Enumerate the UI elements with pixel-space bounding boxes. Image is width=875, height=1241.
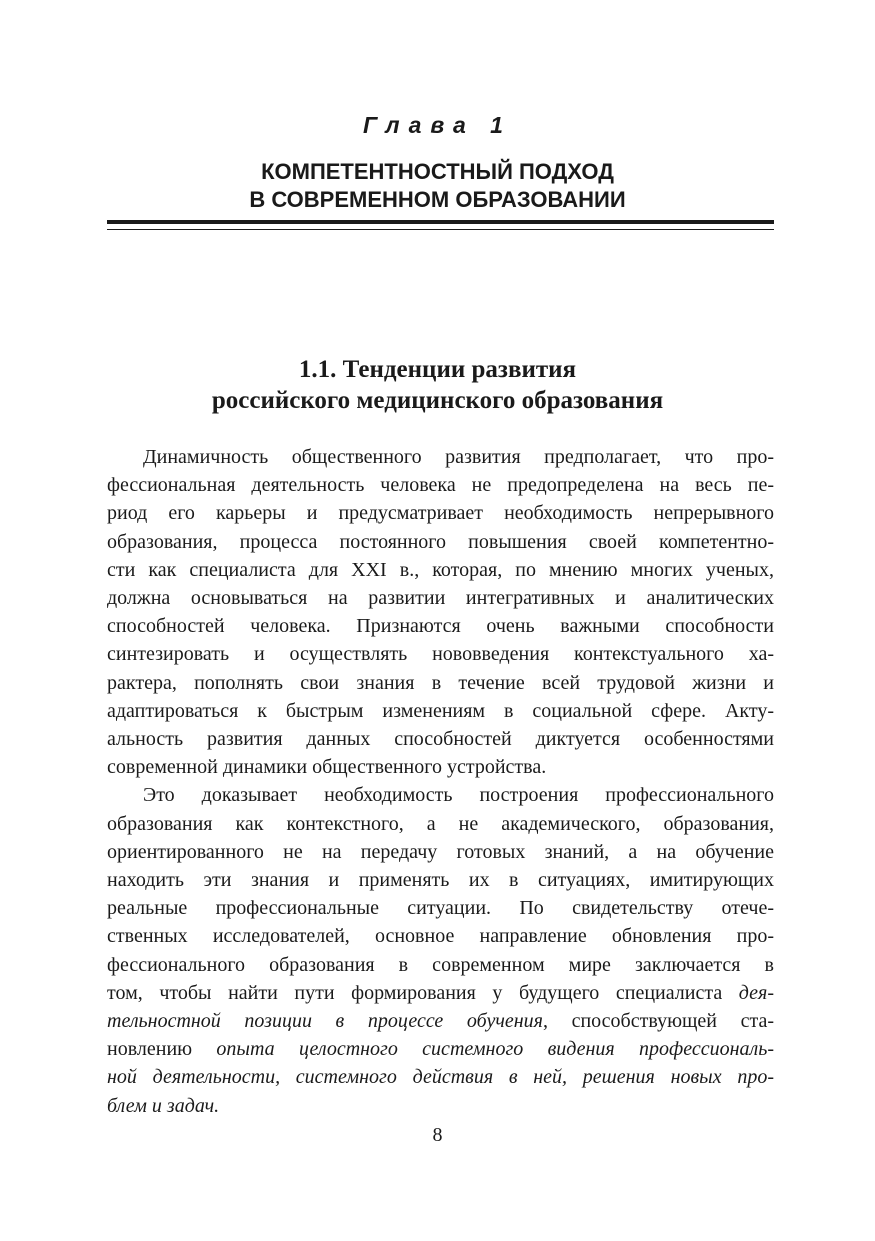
text-line: Это доказывает необходимость построения профессионального [143,784,774,807]
text-line: должна основываться на развитии интегративных и аналитических [107,587,774,610]
text-segment: новлению [107,1038,217,1061]
text-line: фессионального образования в современном мире заключается в [107,953,774,976]
body-text [107,443,774,1120]
chapter-rule-thin [107,229,774,230]
text-line: Динамичность общественного развития предполагает, что про- [143,446,774,468]
text-line [107,1007,774,1035]
text-line: ориентированного не на передачу готовых знаний, а на обучение [107,840,774,863]
text-line: находить эти знания и применять их в ситуациях, имитирующих [107,869,774,892]
section-title [0,354,875,416]
chapter-label: Глава 1 [363,112,512,138]
text-line [107,1092,774,1120]
chapter-title-line: КОМПЕТЕНТНОСТНЫЙ ПОДХОД [261,159,614,184]
text-line: образования как контекстного, а не академического, образования, [107,812,774,835]
text-line: фессиональная деятельность человека не предопределена на весь пе- [107,474,774,497]
italic-segment: блем и задач. [107,1094,220,1117]
text-line: риод его карьеры и предусматривает необходимость непрерывного [107,502,774,525]
italic-segment: дея- [738,981,774,1004]
text-line: адаптироваться к быстрым изменениям в социальной сфере. Акту- [107,699,774,722]
text-line [107,1035,774,1063]
text-line: ственных исследователей, основное направление обновления про- [107,925,774,948]
chapter-title-line: В СОВРЕМЕННОМ ОБРАЗОВАНИИ [249,187,626,212]
section-title-line: 1.1. Тенденции развития [298,356,577,383]
text-line [107,1063,774,1091]
italic-segment: тельностной позиции в процессе обучения [107,1010,543,1033]
text-line: способностей человека. Признаются очень важными способности [107,615,774,638]
text-line: сти как специалиста для XXI в., которая, по мнению многих ученых, [107,558,774,581]
text-line: альность развития данных способностей диктуется особенностями [107,728,774,751]
italic-segment: ной деятельности, системного действия в ней, решения новых про- [107,1066,774,1089]
text-line: рактера, пополнять свои знания в течение всей трудовой жизни и [107,671,774,694]
chapter-rule-thick [107,220,774,224]
text-line [107,979,774,1007]
page-number: 8 [432,1124,443,1146]
text-line: современной динамики общественного устройства. [107,756,547,779]
text-line: образования, процесса постоянного повышения своей компетентно- [107,530,774,553]
text-segment: , способствующей ста- [542,1010,774,1033]
chapter-title [0,158,875,214]
text-segment: том, чтобы найти пути формирования у будущего специалиста [107,981,723,1004]
italic-segment: опыта целостного системного видения профессиональ- [216,1038,775,1061]
section-title-line: российского медицинского образования [211,387,664,414]
text-line: синтезировать и осуществлять нововведения контекстуального ха- [107,643,774,666]
text-line: реальные профессиональные ситуации. По свидетельству отече- [107,897,774,920]
